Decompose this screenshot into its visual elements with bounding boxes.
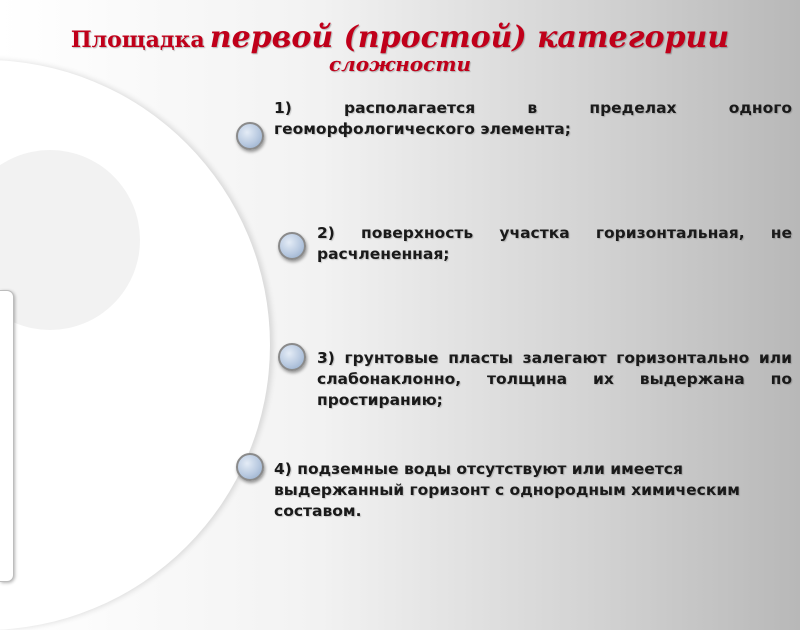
title-sub: сложности [328, 51, 472, 76]
bullet-4-icon [236, 453, 264, 481]
list-item-3: 3) грунтовые пласты залегают горизонтально или слабонаклонно, толщина их выдержана по простиранию; [317, 349, 792, 409]
bullet-1-icon [236, 122, 264, 150]
list-item-2: 2) поверхность участка горизонтальная, не расчлененная; [317, 224, 792, 263]
title-normal: Площадка [70, 27, 205, 53]
list-item-4: 4) подземные воды отсутствуют или имеется выдержанный горизонт с однородным химическим составом. [274, 460, 740, 520]
background-circle [0, 60, 270, 630]
left-decorative-bar [0, 290, 14, 582]
bullet-2-icon [278, 232, 306, 260]
list-item-1: 1) располагается в пределах одного геоморфологического элемента; [274, 99, 792, 138]
bullet-3-icon [278, 343, 306, 371]
slide-title [40, 22, 760, 75]
title-italic: первой (простой) категории [209, 20, 730, 55]
